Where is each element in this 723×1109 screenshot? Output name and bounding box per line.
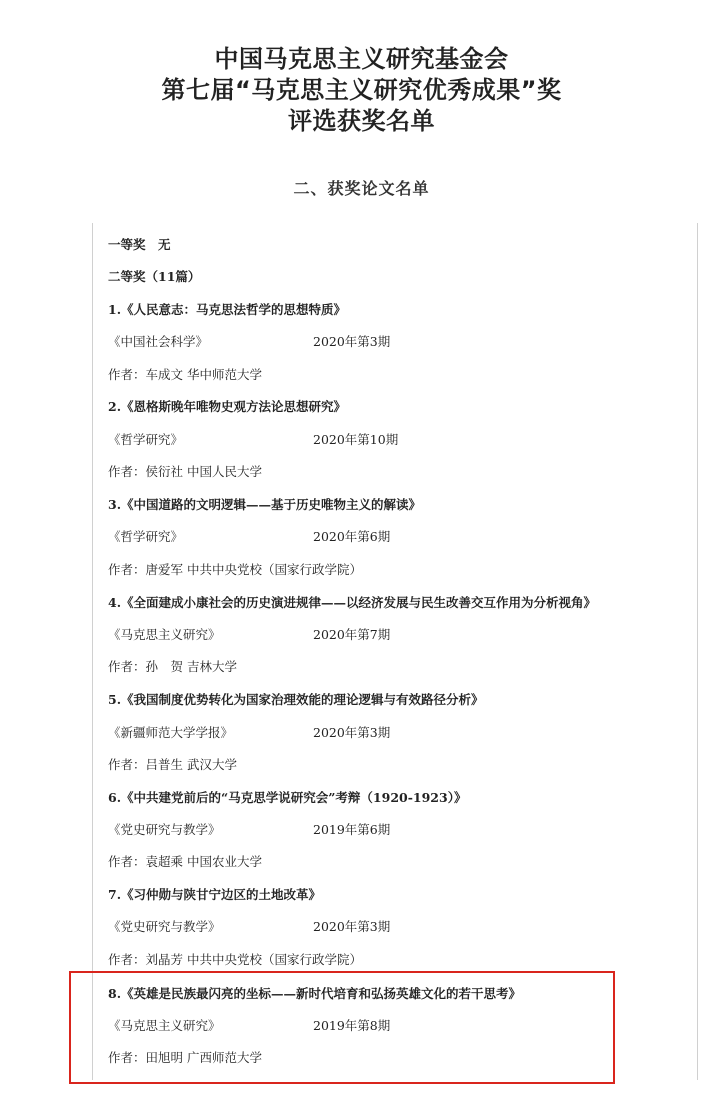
paper-author: 作者：刘晶芳 中共中央党校（国家行政学院）	[108, 952, 362, 967]
second-prize-line: 二等奖（11篇）	[108, 269, 201, 284]
paper-title: 7.《习仲勋与陕甘宁边区的土地改革》	[108, 887, 322, 902]
paper-issue: 2020年第7期	[313, 627, 391, 642]
paper-journal: 《马克思主义研究》	[108, 1018, 221, 1033]
paper-journal: 《新疆师范大学学报》	[108, 725, 234, 740]
paper-author: 作者：吕普生 武汉大学	[108, 757, 237, 772]
header-foundation: 中国马克思主义研究基金会	[214, 45, 509, 73]
paper-journal: 《党史研究与教学》	[108, 822, 221, 837]
paper-issue: 2019年第8期	[313, 1018, 391, 1033]
paper-title: 5.《我国制度优势转化为国家治理效能的理论逻辑与有效路径分析》	[108, 692, 484, 707]
paper-title: 6.《中共建党前后的“马克思学说研究会”考辩（1920-1923）》	[108, 790, 467, 805]
paper-journal: 《哲学研究》	[108, 432, 184, 447]
paper-author: 作者：唐爱军 中共中央党校（国家行政学院）	[108, 562, 362, 577]
paper-author: 作者：车成文 华中师范大学	[108, 367, 262, 382]
paper-journal: 《中国社会科学》	[108, 334, 209, 349]
paper-issue: 2020年第6期	[313, 529, 391, 544]
paper-issue: 2020年第10期	[313, 432, 399, 447]
paper-author: 作者：袁超乘 中国农业大学	[108, 854, 262, 869]
paper-author: 作者：田旭明 广西师范大学	[108, 1050, 262, 1065]
paper-author: 作者：孙 贺 吉林大学	[108, 659, 237, 674]
header-list-title: 评选获奖名单	[288, 107, 435, 135]
paper-author: 作者：侯衍社 中国人民大学	[108, 464, 262, 479]
document-header	[0, 44, 723, 137]
paper-title: 1.《人民意志：马克思法哲学的思想特质》	[108, 302, 347, 317]
paper-issue: 2020年第3期	[313, 725, 391, 740]
paper-title: 4.《全面建成小康社会的历史演进规律——以经济发展与民生改善交互作用为分析视角》	[108, 595, 597, 610]
section-title: 二、获奖论文名单	[293, 179, 430, 198]
paper-journal: 《马克思主义研究》	[108, 627, 221, 642]
paper-issue: 2019年第6期	[313, 822, 391, 837]
paper-title: 3.《中国道路的文明逻辑——基于历史唯物主义的解读》	[108, 497, 422, 512]
paper-title: 2.《恩格斯晚年唯物史观方法论思想研究》	[108, 399, 347, 414]
header-award: 第七届“马克思主义研究优秀成果”奖	[161, 76, 562, 104]
paper-issue: 2020年第3期	[313, 919, 391, 934]
paper-journal: 《哲学研究》	[108, 529, 184, 544]
paper-issue: 2020年第3期	[313, 334, 391, 349]
paper-journal: 《党史研究与教学》	[108, 919, 221, 934]
paper-title: 8.《英雄是民族最闪亮的坐标——新时代培育和弘扬英雄文化的若干思考》	[108, 986, 522, 1001]
first-prize-line: 一等奖 无	[108, 237, 171, 252]
